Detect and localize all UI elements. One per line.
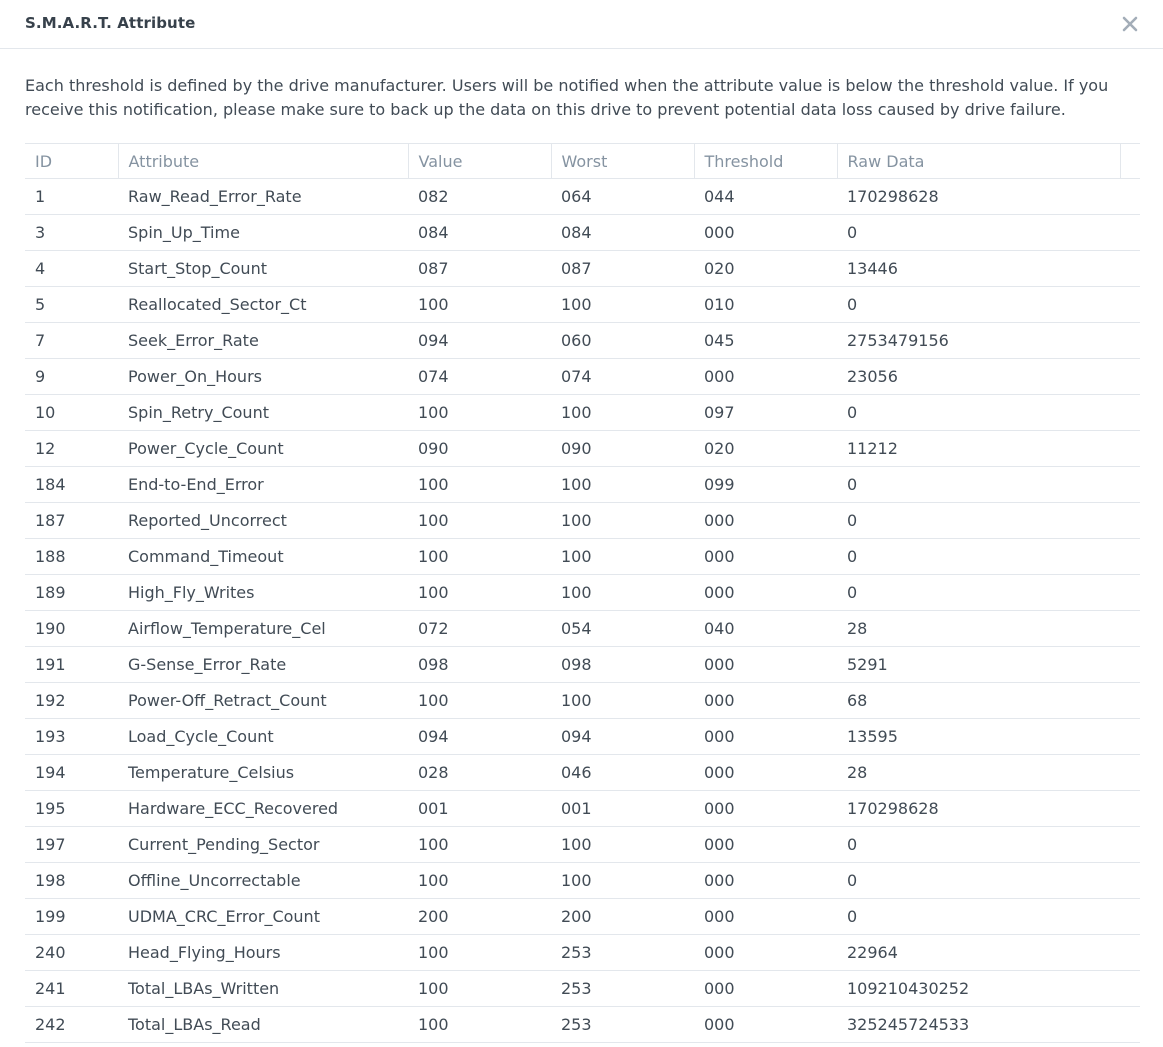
cell-raw-data: 11212 (837, 431, 1120, 467)
table-row[interactable] (25, 683, 1140, 719)
table-row[interactable] (25, 611, 1140, 647)
cell-attribute: Offline_Uncorrectable (118, 863, 408, 899)
cell-id: 240 (25, 935, 118, 971)
cell-attribute: Command_Timeout (118, 539, 408, 575)
cell-attribute: Raw_Read_Error_Rate (118, 179, 408, 215)
cell-attribute: Temperature_Celsius (118, 755, 408, 791)
cell-raw-data: 170298628 (837, 791, 1120, 827)
table-row[interactable] (25, 431, 1140, 467)
cell-value: 100 (408, 539, 551, 575)
cell-id: 241 (25, 971, 118, 1007)
cell-worst: 100 (551, 467, 694, 503)
cell-threshold: 000 (694, 647, 837, 683)
cell-raw-data: 325245724533 (837, 1007, 1120, 1043)
cell-worst: 084 (551, 215, 694, 251)
cell-spacer (1120, 539, 1140, 575)
cell-spacer (1120, 863, 1140, 899)
cell-spacer (1120, 971, 1140, 1007)
cell-raw-data: 0 (837, 467, 1120, 503)
cell-worst: 100 (551, 575, 694, 611)
cell-raw-data: 5291 (837, 647, 1120, 683)
cell-id: 1 (25, 179, 118, 215)
cell-worst: 100 (551, 863, 694, 899)
cell-id: 184 (25, 467, 118, 503)
cell-spacer (1120, 647, 1140, 683)
cell-spacer (1120, 791, 1140, 827)
cell-value: 100 (408, 683, 551, 719)
cell-threshold: 040 (694, 611, 837, 647)
table-row[interactable] (25, 827, 1140, 863)
cell-value: 084 (408, 215, 551, 251)
cell-value: 100 (408, 503, 551, 539)
table-row[interactable] (25, 503, 1140, 539)
cell-raw-data: 0 (837, 503, 1120, 539)
cell-threshold: 000 (694, 719, 837, 755)
cell-raw-data: 109210430252 (837, 971, 1120, 1007)
dialog-title: S.M.A.R.T. Attribute (25, 14, 196, 32)
threshold-description: Each threshold is defined by the drive manufacturer. Users will be notified when the attribute value is below the threshold value. If you receive this notification, please make sure to back up the data on this drive to prevent potential data loss caused by drive failure. (25, 76, 1109, 119)
cell-attribute: UDMA_CRC_Error_Count (118, 899, 408, 935)
cell-value: 090 (408, 431, 551, 467)
cell-worst: 100 (551, 503, 694, 539)
cell-value: 100 (408, 1007, 551, 1043)
cell-worst: 087 (551, 251, 694, 287)
cell-threshold: 020 (694, 431, 837, 467)
cell-spacer (1120, 251, 1140, 287)
cell-id: 9 (25, 359, 118, 395)
cell-threshold: 020 (694, 251, 837, 287)
table-row[interactable] (25, 863, 1140, 899)
cell-threshold: 097 (694, 395, 837, 431)
cell-attribute: Load_Cycle_Count (118, 719, 408, 755)
cell-id: 10 (25, 395, 118, 431)
cell-value: 100 (408, 935, 551, 971)
cell-raw-data: 13595 (837, 719, 1120, 755)
table-row[interactable] (25, 215, 1140, 251)
cell-attribute: Start_Stop_Count (118, 251, 408, 287)
cell-value: 074 (408, 359, 551, 395)
cell-spacer (1120, 215, 1140, 251)
cell-threshold: 044 (694, 179, 837, 215)
cell-attribute: Head_Flying_Hours (118, 935, 408, 971)
cell-worst: 100 (551, 539, 694, 575)
table-row[interactable] (25, 791, 1140, 827)
cell-attribute: Power_On_Hours (118, 359, 408, 395)
cell-threshold: 000 (694, 971, 837, 1007)
table-row[interactable] (25, 935, 1140, 971)
cell-spacer (1120, 467, 1140, 503)
table-row[interactable] (25, 1007, 1140, 1043)
cell-id: 4 (25, 251, 118, 287)
cell-attribute: Current_Pending_Sector (118, 827, 408, 863)
cell-spacer (1120, 179, 1140, 215)
table-row[interactable] (25, 899, 1140, 935)
cell-threshold: 010 (694, 287, 837, 323)
table-header-row (25, 144, 1140, 179)
cell-value: 082 (408, 179, 551, 215)
table-body (25, 179, 1140, 1043)
cell-attribute: Total_LBAs_Written (118, 971, 408, 1007)
cell-value: 100 (408, 287, 551, 323)
cell-id: 197 (25, 827, 118, 863)
cell-raw-data: 13446 (837, 251, 1120, 287)
table-row[interactable] (25, 395, 1140, 431)
dialog-header (0, 0, 1163, 49)
cell-worst: 001 (551, 791, 694, 827)
cell-worst: 100 (551, 395, 694, 431)
table-row[interactable] (25, 971, 1140, 1007)
cell-id: 187 (25, 503, 118, 539)
cell-id: 191 (25, 647, 118, 683)
close-icon[interactable] (1118, 12, 1142, 36)
cell-id: 189 (25, 575, 118, 611)
column-header-value[interactable]: Value (408, 144, 551, 179)
cell-attribute: Power-Off_Retract_Count (118, 683, 408, 719)
cell-spacer (1120, 575, 1140, 611)
cell-threshold: 000 (694, 503, 837, 539)
cell-worst: 094 (551, 719, 694, 755)
column-header-spacer (1120, 144, 1140, 179)
cell-raw-data: 0 (837, 215, 1120, 251)
cell-raw-data: 0 (837, 539, 1120, 575)
column-header-id[interactable]: ID (25, 144, 118, 179)
cell-raw-data: 0 (837, 395, 1120, 431)
cell-attribute: Total_LBAs_Read (118, 1007, 408, 1043)
cell-attribute: Reported_Uncorrect (118, 503, 408, 539)
table-row[interactable] (25, 467, 1140, 503)
cell-spacer (1120, 827, 1140, 863)
column-header-attribute[interactable]: Attribute (118, 144, 408, 179)
cell-raw-data: 22964 (837, 935, 1120, 971)
cell-threshold: 000 (694, 791, 837, 827)
cell-attribute: High_Fly_Writes (118, 575, 408, 611)
cell-attribute: Power_Cycle_Count (118, 431, 408, 467)
cell-spacer (1120, 719, 1140, 755)
table-row[interactable] (25, 539, 1140, 575)
cell-worst: 253 (551, 1007, 694, 1043)
cell-spacer (1120, 287, 1140, 323)
cell-threshold: 000 (694, 863, 837, 899)
cell-threshold: 000 (694, 755, 837, 791)
cell-value: 094 (408, 719, 551, 755)
table-row[interactable] (25, 287, 1140, 323)
cell-threshold: 099 (694, 467, 837, 503)
cell-threshold: 000 (694, 683, 837, 719)
table-row[interactable] (25, 251, 1140, 287)
cell-value: 100 (408, 467, 551, 503)
cell-worst: 253 (551, 935, 694, 971)
cell-value: 100 (408, 575, 551, 611)
cell-threshold: 000 (694, 935, 837, 971)
cell-spacer (1120, 683, 1140, 719)
table-row[interactable] (25, 359, 1140, 395)
cell-threshold: 000 (694, 215, 837, 251)
cell-spacer (1120, 503, 1140, 539)
cell-threshold: 045 (694, 323, 837, 359)
cell-raw-data: 170298628 (837, 179, 1120, 215)
cell-spacer (1120, 935, 1140, 971)
cell-spacer (1120, 359, 1140, 395)
cell-worst: 074 (551, 359, 694, 395)
cell-value: 028 (408, 755, 551, 791)
cell-raw-data: 28 (837, 611, 1120, 647)
cell-spacer (1120, 431, 1140, 467)
cell-id: 3 (25, 215, 118, 251)
cell-value: 100 (408, 971, 551, 1007)
cell-value: 100 (408, 827, 551, 863)
table-row[interactable] (25, 323, 1140, 359)
cell-worst: 200 (551, 899, 694, 935)
cell-worst: 064 (551, 179, 694, 215)
table-row[interactable] (25, 575, 1140, 611)
table-row[interactable] (25, 719, 1140, 755)
cell-id: 199 (25, 899, 118, 935)
cell-threshold: 000 (694, 1007, 837, 1043)
cell-id: 198 (25, 863, 118, 899)
cell-worst: 098 (551, 647, 694, 683)
column-header-worst[interactable]: Worst (551, 144, 694, 179)
cell-spacer (1120, 899, 1140, 935)
cell-worst: 090 (551, 431, 694, 467)
cell-raw-data: 68 (837, 683, 1120, 719)
cell-value: 098 (408, 647, 551, 683)
cell-attribute: G-Sense_Error_Rate (118, 647, 408, 683)
cell-value: 001 (408, 791, 551, 827)
cell-id: 192 (25, 683, 118, 719)
cell-worst: 060 (551, 323, 694, 359)
cell-attribute: Airflow_Temperature_Cel (118, 611, 408, 647)
cell-attribute: Spin_Retry_Count (118, 395, 408, 431)
cell-spacer (1120, 395, 1140, 431)
cell-threshold: 000 (694, 827, 837, 863)
table-row[interactable] (25, 179, 1140, 215)
cell-threshold: 000 (694, 539, 837, 575)
column-header-threshold[interactable]: Threshold (694, 144, 837, 179)
cell-spacer (1120, 755, 1140, 791)
cell-worst: 054 (551, 611, 694, 647)
cell-value: 094 (408, 323, 551, 359)
cell-threshold: 000 (694, 359, 837, 395)
cell-raw-data: 0 (837, 575, 1120, 611)
cell-raw-data: 2753479156 (837, 323, 1120, 359)
cell-id: 193 (25, 719, 118, 755)
cell-spacer (1120, 323, 1140, 359)
column-header-raw-data[interactable]: Raw Data (837, 144, 1120, 179)
cell-attribute: End-to-End_Error (118, 467, 408, 503)
cell-threshold: 000 (694, 575, 837, 611)
cell-id: 7 (25, 323, 118, 359)
cell-spacer (1120, 1007, 1140, 1043)
cell-id: 242 (25, 1007, 118, 1043)
cell-attribute: Hardware_ECC_Recovered (118, 791, 408, 827)
cell-worst: 100 (551, 287, 694, 323)
cell-worst: 100 (551, 827, 694, 863)
cell-worst: 100 (551, 683, 694, 719)
cell-value: 087 (408, 251, 551, 287)
cell-raw-data: 0 (837, 899, 1120, 935)
cell-attribute: Seek_Error_Rate (118, 323, 408, 359)
cell-id: 190 (25, 611, 118, 647)
cell-value: 072 (408, 611, 551, 647)
cell-worst: 253 (551, 971, 694, 1007)
cell-attribute: Spin_Up_Time (118, 215, 408, 251)
cell-id: 5 (25, 287, 118, 323)
cell-id: 188 (25, 539, 118, 575)
table-row[interactable] (25, 647, 1140, 683)
cell-id: 195 (25, 791, 118, 827)
cell-id: 194 (25, 755, 118, 791)
cell-attribute: Reallocated_Sector_Ct (118, 287, 408, 323)
cell-raw-data: 0 (837, 863, 1120, 899)
cell-raw-data: 0 (837, 287, 1120, 323)
cell-value: 200 (408, 899, 551, 935)
cell-threshold: 000 (694, 899, 837, 935)
cell-raw-data: 28 (837, 755, 1120, 791)
cell-value: 100 (408, 395, 551, 431)
cell-value: 100 (408, 863, 551, 899)
table-row[interactable] (25, 755, 1140, 791)
cell-raw-data: 23056 (837, 359, 1120, 395)
cell-id: 12 (25, 431, 118, 467)
cell-raw-data: 0 (837, 827, 1120, 863)
cell-spacer (1120, 611, 1140, 647)
smart-attribute-table (25, 143, 1140, 1043)
cell-worst: 046 (551, 755, 694, 791)
